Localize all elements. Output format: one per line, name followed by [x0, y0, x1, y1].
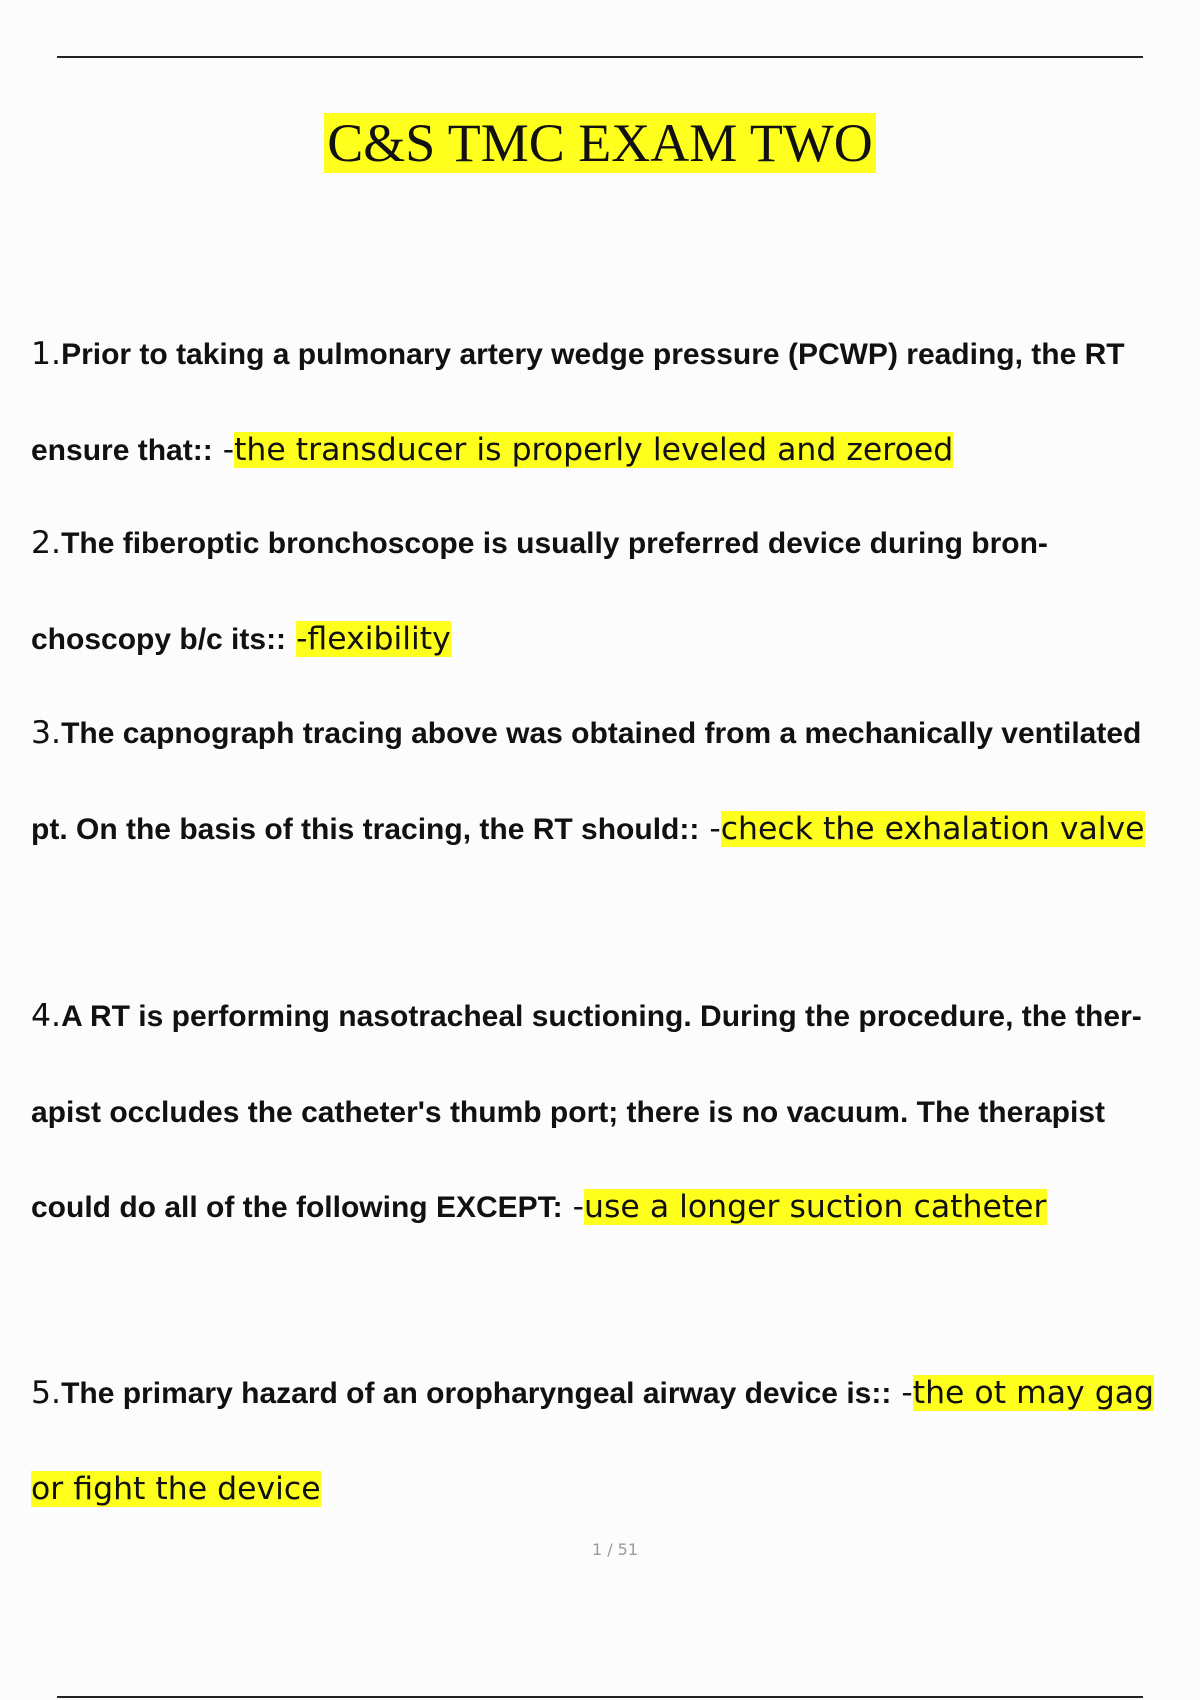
page-indicator: 1 / 51: [591, 1540, 639, 1559]
question-number: 1.: [31, 336, 62, 372]
answer-dash: -: [891, 1375, 913, 1411]
question-number: 2.: [31, 525, 62, 561]
question-number: 5.: [31, 1375, 62, 1411]
answer-text: the ot may gag or fight the device: [31, 1375, 1154, 1507]
bottom-divider: [57, 1696, 1143, 1698]
question-number: 4.: [31, 998, 62, 1034]
title-container: [0, 110, 1200, 176]
question-text: The capnograph tracing above was obtained from a mechanically ventilated pt. On the basis of this tracing, the RT should::: [31, 717, 1142, 846]
qa-item: [31, 969, 1171, 1256]
question-text: Prior to taking a pulmonary artery wedge pressure (PCWP) reading, the RT ensure that::: [31, 338, 1125, 467]
question-text: The primary hazard of an oropharyngeal airway device is::: [61, 1377, 892, 1410]
answer-dash: -: [699, 810, 721, 847]
qa-item: [31, 496, 1171, 687]
question-text: The fiberoptic bronchoscope is usually preferred device during bron- choscopy b/c its::: [31, 527, 1048, 656]
question-text: A RT is performing nasotracheal suctioning. During the procedure, the ther- apist occludes the catheter's thumb port; there is no vacuum. The therapist could do all of the following EXCEPT:: [31, 1000, 1142, 1224]
answer-dash: [286, 621, 296, 657]
answer-text: check the exhalation valve: [720, 810, 1145, 847]
question-number: 3.: [31, 715, 62, 751]
answer-text: the transducer is properly leveled and zeroed: [234, 431, 954, 468]
answer-dash: -: [212, 431, 235, 468]
qa-item: [31, 686, 1171, 877]
top-divider: [57, 56, 1143, 58]
document-title: C&S TMC EXAM TWO: [324, 113, 876, 173]
answer-text: -flexibility: [296, 620, 451, 657]
qa-item: [31, 307, 1171, 498]
qa-item: [31, 1346, 1171, 1536]
answer-text: use a longer suction catheter: [584, 1189, 1047, 1225]
answer-dash: -: [562, 1189, 585, 1225]
